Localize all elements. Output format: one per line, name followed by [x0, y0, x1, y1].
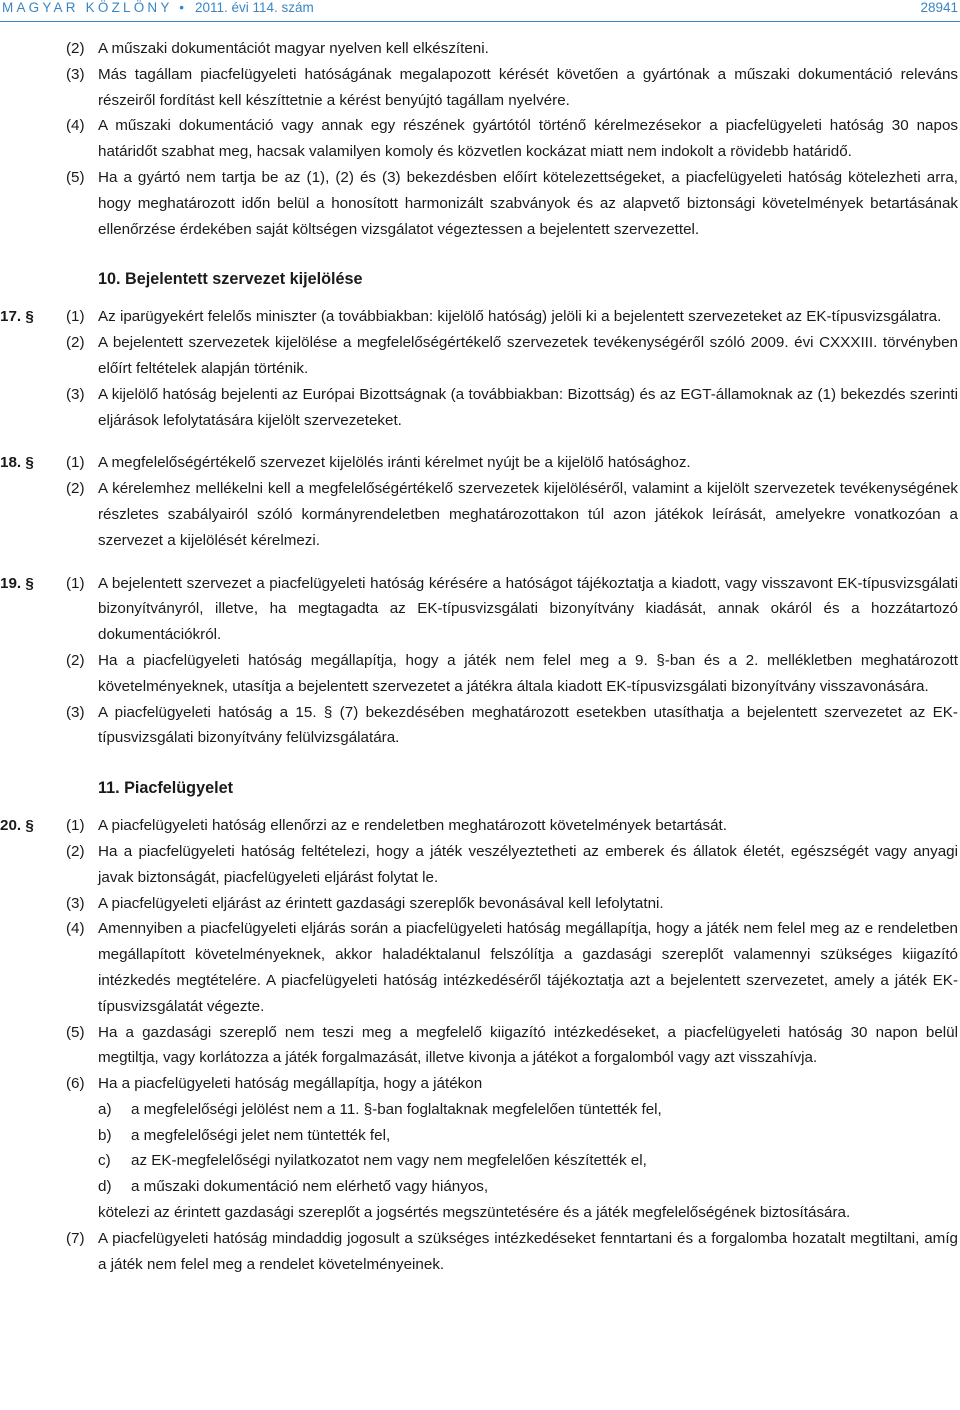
- paragraph-text: A bejelentett szervezetek kijelölése a megfelelőségértékelő szervezetek tevékenységéről szóló 2009. évi CXXXIII. törvényben előírt feltételek alapján történik.: [98, 334, 958, 377]
- paragraph: [0, 113, 960, 165]
- paragraph-number: (4): [66, 117, 85, 135]
- paragraph-number: (5): [66, 168, 85, 186]
- chapter-heading-11: 11. Piacfelügyelet: [98, 779, 233, 798]
- paragraph-text: A megfelelőségértékelő szervezet kijelölés iránti kérelmet nyújt be a kijelölő hatósághoz.: [98, 454, 691, 472]
- paragraph: [0, 382, 960, 434]
- paragraph: [0, 839, 960, 891]
- list-item-marker: d): [98, 1178, 112, 1196]
- header-rule: [0, 21, 960, 22]
- list-closing-text: [0, 1200, 960, 1226]
- paragraph: [0, 700, 960, 752]
- paragraph-text: Az iparügyekért felelős miniszter (a továbbiakban: kijelölő hatóság) jelöli ki a bejelentett szervezeteket az EK-típusvizsgálatra.: [98, 308, 942, 326]
- paragraph-number: (3): [66, 894, 85, 912]
- list-item: [0, 1123, 960, 1149]
- separator-dot: •: [179, 0, 185, 15]
- list-item: [0, 1148, 960, 1174]
- section-20-paragraph-1: [0, 813, 960, 839]
- document-body: [0, 36, 960, 1277]
- paragraph-text: A kijelölő hatóság bejelenti az Európai Bizottságnak (a továbbiakban: Bizottság) és az EGT-államoknak az (1) bekezdés szerinti eljárások lefolytatására kijelölt szervezeteket.: [98, 385, 958, 429]
- paragraph-number: (3): [66, 703, 85, 721]
- chapter-heading-10: 10. Bejelentett szervezet kijelölése: [98, 270, 363, 289]
- section-label: 17. §: [0, 308, 34, 326]
- paragraph-text: Más tagállam piacfelügyeleti hatóságának megalapozott kérését követően a gyártónak a műszaki dokumentáció releváns részeiről fordítást kell készíttetnie a kérést benyújtó tagállam nyelvére.: [98, 65, 958, 109]
- paragraph: [0, 62, 960, 114]
- paragraph-number: (7): [66, 1229, 85, 1247]
- list-item-marker: b): [98, 1126, 112, 1144]
- paragraph: [0, 36, 960, 62]
- page-number: 28941: [920, 0, 958, 15]
- paragraph-number: (2): [66, 334, 85, 352]
- issue-label: 2011. évi 114. szám: [194, 0, 314, 15]
- paragraph-number: (3): [66, 65, 85, 83]
- paragraph: [0, 1071, 960, 1097]
- list-item-text: a műszaki dokumentáció nem elérhető vagy hiányos,: [131, 1178, 489, 1196]
- list-item-marker: a): [98, 1100, 112, 1118]
- paragraph-text: A piacfelügyeleti hatóság mindaddig jogosult a szükséges intézkedéseket fenntartani és a forgalomba hozatalt megtiltani, amíg a játék nem felel meg a rendelet követelményeinek.: [98, 1229, 958, 1273]
- paragraph-text: kötelezi az érintett gazdasági szereplőt a jogsértés megszüntetésére és a játék megfelelőségének biztosítására.: [98, 1204, 851, 1222]
- paragraph-text: Ha a gyártó nem tartja be az (1), (2) és (3) bekezdésben előírt kötelezettségeket, a piacfelügyeleti hatóság kötelezheti arra, hogy meghatározott időn belül a honosított harmonizált szabványok és az alapvető biztonsági követelmények betartásának ellenőrzése érdekében saját költségen vizsgálatot végeztessen a bejelentett szervezettel.: [98, 168, 958, 238]
- paragraph-text: A piacfelügyeleti hatóság a 15. § (7) bekezdésében meghatározott esetekben utasíthatja a bejelentett szervezetet az EK-típusvizsgálati bizonyítvány felülvizsgálatára.: [98, 703, 958, 747]
- list-item: [0, 1174, 960, 1200]
- list-item-text: az EK-megfelelőségi nyilatkozatot nem vagy nem megfelelően készítették el,: [131, 1152, 647, 1170]
- section-label: 19. §: [0, 574, 34, 592]
- section-18-paragraph-1: [0, 450, 960, 476]
- paragraph-number: (6): [66, 1075, 85, 1093]
- paragraph: [0, 1226, 960, 1278]
- paragraph-text: A piacfelügyeleti eljárást az érintett gazdasági szereplők bevonásával kell lefolytatni.: [98, 894, 664, 912]
- paragraph-number: (1): [66, 817, 85, 835]
- page-header: [0, 0, 960, 22]
- journal-name: MAGYAR KÖZLÖNY: [2, 0, 173, 15]
- paragraph-text: Ha a piacfelügyeleti hatóság feltételezi, hogy a játék veszélyeztetheti az emberek és állatok életét, egészségét vagy anyagi javak biztonságát, piacfelügyeleti eljárást folytat le.: [98, 842, 958, 886]
- paragraph-number: (2): [66, 651, 85, 669]
- section-17-paragraph-1: [0, 304, 960, 330]
- paragraph-number: (3): [66, 385, 85, 403]
- paragraph-text: A bejelentett szervezet a piacfelügyeleti hatóság kérésére a hatóságot tájékoztatja a kiadott, vagy visszavont EK-típusvizsgálati bizonyítványról, illetve, ha megtagadta az EK-típusvizsgálati bizonyítvány kiadását, annak okáról és a hozzátartozó dokumentációkról.: [98, 574, 958, 644]
- paragraph-text: A kérelemhez mellékelni kell a megfelelőségértékelő szervezetek kijelöléséről, valamint a kijelölt szervezetek tevékenységének részletes szabályairól szóló kormányrendeletben meghatározottakon túl azon játékok leírását, amelyekre vonatkozóan a szervezet a kijelölését kérelmezi.: [98, 480, 958, 549]
- paragraph: [0, 891, 960, 917]
- paragraph: [0, 648, 960, 700]
- section-label: 20. §: [0, 817, 34, 835]
- paragraph-number: (2): [66, 480, 85, 498]
- paragraph-text: Ha a gazdasági szereplő nem teszi meg a megfelelő kiigazító intézkedéseket, a piacfelügyeleti hatóság 30 napon belül megtiltja, vagy korlátozza a játék forgalmazását, illetve kivonja a játékot a forgalomból vagy azt visszahívja.: [98, 1023, 958, 1067]
- list-item-text: a megfelelőségi jelölést nem a 11. §-ban foglaltaknak megfelelően tüntették fel,: [131, 1100, 662, 1118]
- paragraph: [0, 165, 960, 242]
- paragraph-number: (1): [66, 454, 85, 472]
- paragraph: [0, 1020, 960, 1072]
- paragraph-number: (2): [66, 40, 85, 57]
- paragraph-text: A piacfelügyeleti hatóság ellenőrzi az e rendeletben meghatározott követelmények betartását.: [98, 817, 727, 835]
- journal-title: [2, 0, 314, 15]
- paragraph: [0, 330, 960, 382]
- paragraph: [0, 916, 960, 1019]
- paragraph-number: (1): [66, 574, 85, 592]
- section-label: 18. §: [0, 454, 34, 472]
- section-19-paragraph-1: [0, 571, 960, 648]
- paragraph-text: A műszaki dokumentáció vagy annak egy részének gyártótól történő kérelmezésekor a piacfelügyeleti hatóság 30 napos határidőt szabhat meg, hacsak valamilyen komoly és közvetlen kockázat miatt nem indokolt a rövidebb határidő.: [98, 117, 958, 161]
- paragraph-number: (2): [66, 842, 85, 860]
- paragraph: [0, 476, 960, 553]
- paragraph-number: (4): [66, 920, 85, 938]
- paragraph-text: Amennyiben a piacfelügyeleti eljárás során a piacfelügyeleti hatóság megállapítja, hogy a játék nem felel meg az e rendeletben megállapított követelményeknek, akkor haladéktalanul felszólítja a gazdasági szereplőt valamennyi szükséges kiigazító intézkedés megtételére. A piacfelügyeleti hatóság intézkedéséről tájékoztatja azt a bejelentett szervezetet, amely a játék EK-típusvizsgálatát végezte.: [98, 920, 958, 1015]
- paragraph-text: Ha a piacfelügyeleti hatóság megállapítja, hogy a játék nem felel meg a 9. §-ban és a 2. mellékletben meghatározott követelményeknek, utasítja a bejelentett szervezetet a játékra általa kiadott EK-típusvizsgálati bizonyítvány visszavonására.: [98, 651, 958, 695]
- paragraph-number: (5): [66, 1023, 85, 1041]
- paragraph-text: Ha a piacfelügyeleti hatóság megállapítja, hogy a játékon: [98, 1075, 483, 1093]
- list-item: [0, 1097, 960, 1123]
- list-item-text: a megfelelőségi jelet nem tüntették fel,: [131, 1126, 391, 1144]
- list-item-marker: c): [98, 1152, 111, 1170]
- paragraph-text: A műszaki dokumentációt magyar nyelven kell elkészíteni.: [98, 40, 489, 57]
- paragraph-number: (1): [66, 308, 85, 326]
